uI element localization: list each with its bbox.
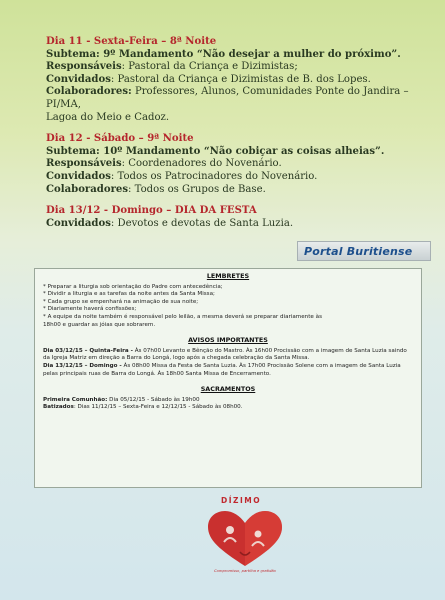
line-label: Convidados: [46, 217, 111, 229]
schedule-line: [46, 184, 438, 197]
line-label: Colaboradores:: [46, 86, 132, 98]
line-label: Subtema:: [46, 145, 100, 157]
line-label: Responsáveis: [46, 158, 122, 170]
dizimo-word: DÍZIMO: [221, 496, 262, 505]
portal-watermark: Portal Buritiense: [297, 241, 431, 261]
line-text: 10º Mandamento “Não cobiçar as coisas alheias”.: [99, 145, 385, 157]
heart-icon: [200, 508, 290, 570]
schedule-line: [46, 61, 438, 74]
line-text: : Todos os Patrocinadores do Novenário.: [110, 170, 318, 182]
lembretes-section: [43, 273, 413, 329]
line-label: Convidados: [46, 170, 111, 182]
day-title: Dia 12 - Sábado – 9ª Noite: [46, 133, 194, 145]
schedule-line: [46, 112, 438, 125]
schedule-line: [46, 158, 438, 171]
line-label: Convidados: [46, 73, 111, 85]
aviso-item: [43, 348, 413, 363]
aviso-label: Dia 13/12/15 – Domingo -: [43, 362, 122, 369]
list-item: * Cada grupo se empenhará na animação de sua noite;: [43, 298, 199, 305]
line-text: 9º Mandamento “Não desejar a mulher do próximo”.: [99, 48, 401, 60]
schedule-line: [46, 74, 438, 87]
line-text: : Devotos e devotas de Santa Luzia.: [110, 217, 294, 229]
day-title: Dia 11 - Sexta-Feira – 8ª Noite: [46, 36, 217, 47]
list-item: * Dividir a liturgia e as tarefas da noite antes da Santa Missa;: [43, 291, 215, 298]
sacramento-label: Batizados: [43, 404, 74, 411]
avisos-section: [43, 337, 413, 378]
schedule-line: [46, 171, 438, 184]
list-item: * Preparar a liturgia sob orientação do Padre com antecedência;: [43, 283, 223, 290]
sacramento-text: Dia 05/12/15 - Sábado às 19h00: [107, 396, 200, 403]
sacramentos-section: [43, 386, 413, 412]
list-item: * A equipe da noite também é responsável pelo leilão, a mesma deverá se preparar diariamente às: [43, 313, 322, 320]
line-label: Colaboradores: [46, 183, 129, 195]
day-11-section: [46, 36, 438, 124]
day-13-section: [46, 205, 438, 230]
day-title-festa: DIA DA FESTA: [174, 205, 257, 217]
line-text: : Coordenadores do Novenário.: [121, 158, 282, 170]
schedule-line: [46, 86, 438, 111]
dizimo-tagline: Compromisso, partilha e gratidão: [214, 569, 276, 573]
line-label: Responsáveis: [46, 61, 122, 73]
list-item: 18h00 e guardar as jóias que sobrarem.: [43, 321, 156, 328]
day-title-date: Dia 13/12 - Domingo –: [46, 205, 175, 217]
avisos-title: AVISOS IMPORTANTES: [188, 336, 268, 345]
list-item: * Diariamente haverá confissões;: [43, 306, 137, 313]
aviso-text: Às 08h00 Missa da Festa de Santa Luzia. Às 17h00 Procissão Solene com a imagem de Santa Luzia pelas principais ruas de Barra do Longá. Às 18h00 Santa Missa de Encerramento.: [43, 362, 401, 377]
novena-schedule: [46, 36, 438, 230]
schedule-line: [46, 218, 438, 231]
sacramento-text: : Dias 11/12/15 – Sexta-Feira e 12/12/15 - Sábado às 08h00.: [73, 404, 243, 411]
sacramento-label: Primeira Comunhão:: [43, 396, 108, 403]
aviso-label: Dia 03/12/15 – Quinta-Feira -: [43, 347, 133, 354]
day-12-section: [46, 133, 438, 196]
sacramentos-title: SACRAMENTOS: [200, 385, 256, 394]
line-text: : Todos os Grupos de Base.: [128, 183, 266, 195]
line-label: Subtema:: [46, 48, 100, 60]
line-text: : Pastoral da Criança e Dizimistas;: [121, 61, 298, 73]
sacramento-item: [43, 404, 413, 412]
line-text: Lagoa do Meio e Cadoz.: [46, 111, 170, 123]
lembretes-title: LEMBRETES: [206, 272, 250, 280]
schedule-line: [46, 146, 438, 159]
day-title: [46, 205, 438, 218]
dizimo-logo: [200, 490, 290, 590]
line-text: : Pastoral da Criança e Dizimistas de B. dos Lopes.: [110, 73, 371, 85]
schedule-line: [46, 49, 438, 62]
aviso-text: Às 07h00 Levanto e Bênção do Mastro. Às 16h00 Procissão com a imagem de Santa Luzia saindo da Igreja Matriz em direção a Barra do Longá, logo após a chegada celebração da Santa Missa.: [43, 347, 407, 362]
notice-box: [34, 268, 422, 488]
line-text: Professores, Alunos, Comunidades Ponte do Jandira – PI/MA,: [46, 86, 409, 110]
aviso-item: [43, 363, 413, 378]
